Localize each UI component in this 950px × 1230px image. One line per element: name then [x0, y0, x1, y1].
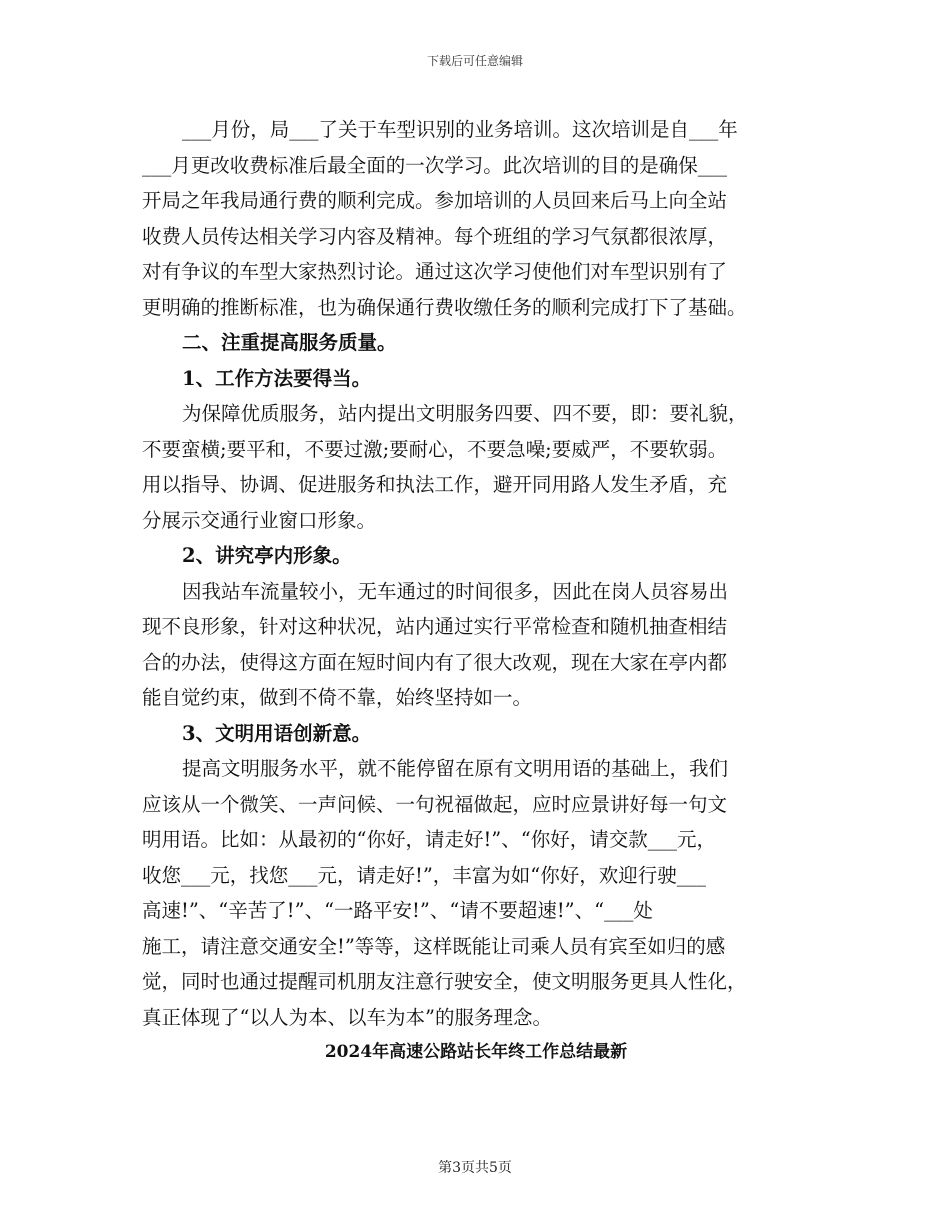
body-line: 能自觉约束，做到不倚不靠，始终坚持如一。 [142, 686, 533, 709]
body-line: 为保障优质服务，站内提出文明服务四要、四不要，即：要礼貌， [182, 402, 748, 425]
body-line: 收您___元，找您___元，请走好!”，丰富为如“你好，欢迎行驶___ [142, 863, 707, 887]
body-line: 应该从一个微笑、一声问候、一句祝福做起，应时应景讲好每一句文 [142, 792, 728, 816]
body-line: 觉，同时也通过提醒司机朋友注意行驶安全，使文明服务更具人性化， [142, 970, 747, 993]
body-line: 因我站车流量较小，无车通过的时间很多，因此在岗人员容易出 [182, 579, 729, 603]
document-title: 2024年高速公路站长年终工作总结最新 [324, 1042, 628, 1062]
body-line: 分展示交通行业窗口形象。 [142, 508, 377, 532]
subsection-heading: 2、讲究亭内形象。 [182, 544, 352, 567]
body-line: ___月份，局___了关于车型识别的业务培训。这次培训是自___年 [182, 118, 738, 141]
body-line: 施工，请注意交通安全!”等等，这样既能让司乘人员有宾至如归的感 [142, 934, 726, 958]
document-body [142, 112, 810, 1071]
section-heading: 二、注重提高服务质量。 [182, 331, 397, 354]
body-line: 收费人员传达相关学习内容及精神。每个班组的学习气氛都很浓厚， [142, 224, 728, 248]
body-line: 用以指导、协调、促进服务和执法工作，避开同用路人发生矛盾，充 [142, 473, 728, 496]
body-line: 更明确的推断标准，也为确保通行费收缴任务的顺利完成打下了基础。 [142, 295, 747, 319]
subsection-heading: 1、工作方法要得当。 [182, 366, 372, 390]
body-line: 开局之年我局通行费的顺利完成。参加培训的人员回来后马上向全站 [142, 189, 728, 212]
body-line: 现不良形象，针对这种状况，站内通过实行平常检查和随机抽查相结 [142, 615, 728, 638]
body-line: 明用语。比如：从最初的“你好，请走好!”、“你好，请交款___元， [142, 828, 716, 851]
body-line: 提高文明服务水平，就不能停留在原有文明用语的基础上，我们 [182, 757, 729, 780]
subsection-heading: 3、文明用语创新意。 [182, 721, 372, 745]
body-line: 合的办法，使得这方面在短时间内有了很大改观，现在大家在亭内都 [142, 650, 728, 674]
body-line: 对有争议的车型大家热烈讨论。通过这次学习使他们对车型识别有了 [142, 260, 728, 283]
body-line: 高速!”、“辛苦了!”、“一路平安!”、“请不要超速!”、“___处 [142, 899, 653, 922]
page-header: 下载后可任意编辑 [426, 54, 523, 68]
page-number: 第3页共5页 [438, 1160, 512, 1176]
body-line: 真正体现了“以人为本、以车为本”的服务理念。 [142, 1005, 552, 1029]
body-line: 不要蛮横;要平和，不要过激;要耐心，不要急噪;要威严，不要软弱。 [142, 437, 728, 461]
body-line: ___月更改收费标准后最全面的一次学习。此次培训的目的是确保___ [142, 153, 728, 177]
